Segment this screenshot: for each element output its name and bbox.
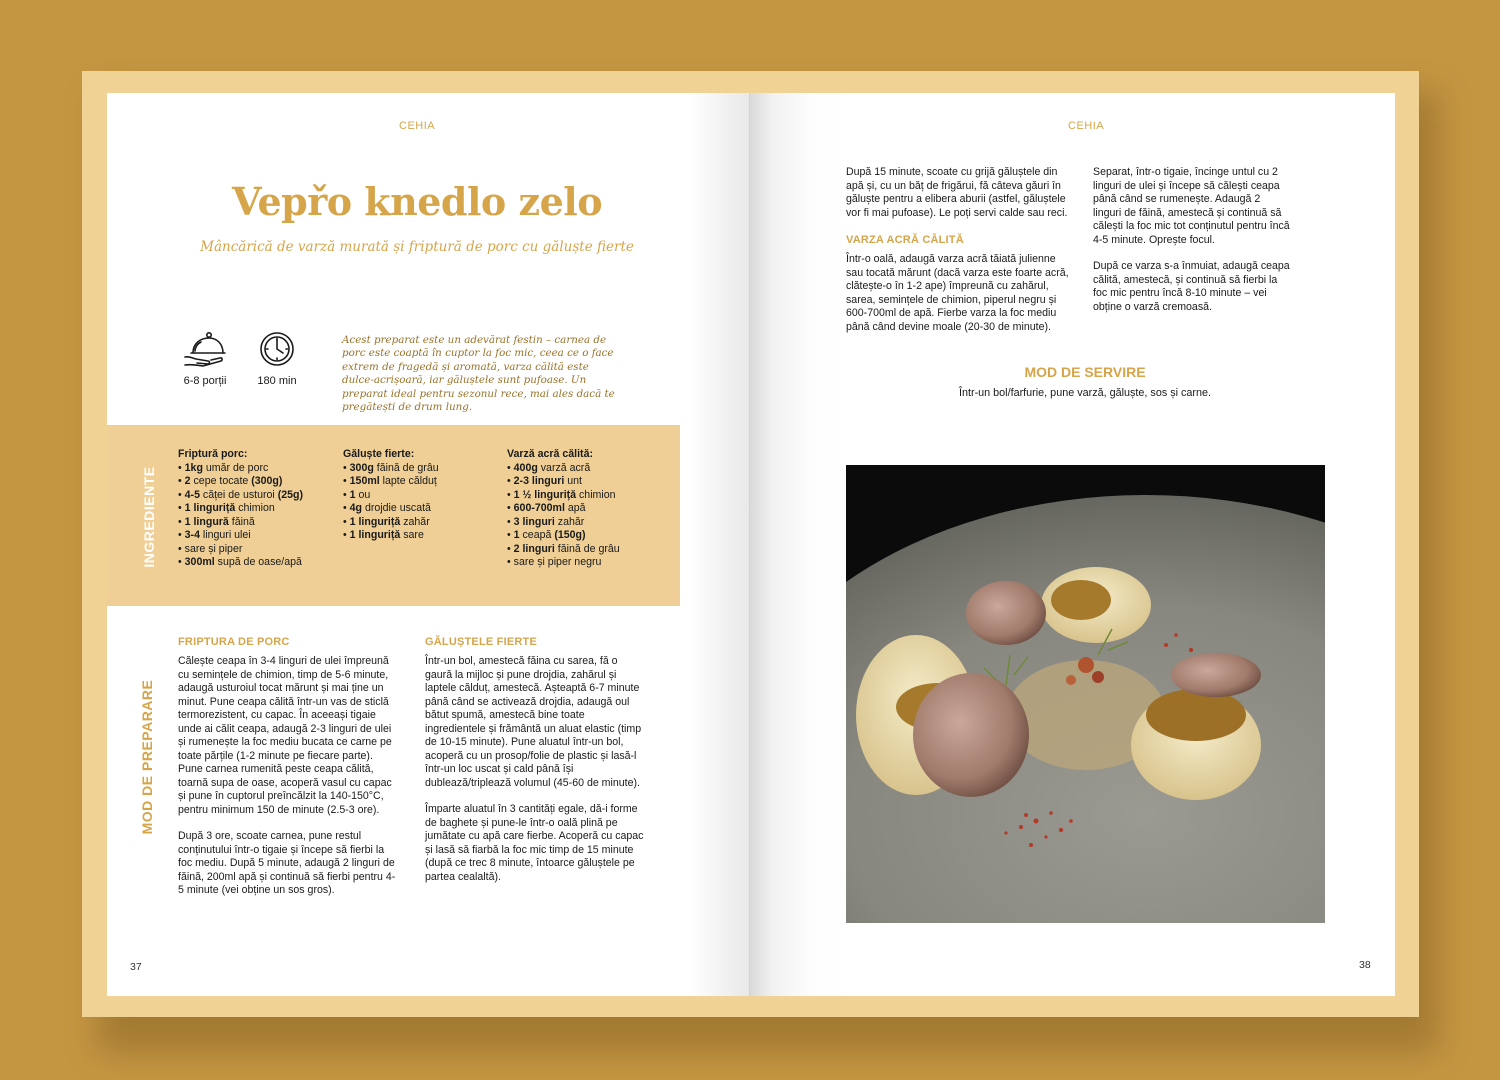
right-page xyxy=(750,93,1395,996)
ingredients-sauerkraut xyxy=(507,448,620,570)
paragraph: Călește ceapa în 3-4 linguri de ulei împreună cu semințele de chimion, timp de 5-6 minute, adaugă usturoiul tocat mărunt și mai ține un minut. Pune ceapa călită într-un vas de sticlă termorezistent, cu capac. În aceeași tigaie unde ai călit ceapa, adaugă 2-3 linguri de ulei și rumenește la foc mediu bucata ce carne pe toate părțile (1-2 minute pe fiecare parte). Pune carnea rumenită peste ceapa călită, toarnă supa de oase, acoperă vasul cu capac și pune în cuptorul preîncălzit la 140-150°C, pentru minimum 150 de minute (2.5-3 ore). xyxy=(178,655,392,816)
ingredient-item: • 1 linguriță zahăr xyxy=(343,516,439,530)
page-header-left: CEHIA xyxy=(399,120,436,132)
ingredients-pork xyxy=(178,448,303,570)
ingredient-item: • 2-3 linguri unt xyxy=(507,475,620,489)
ingredients-sauerkraut-title: Varză acră călită: xyxy=(507,448,593,460)
ingredient-item: • 2 linguri făină de grâu xyxy=(507,543,620,557)
time-info xyxy=(242,331,312,387)
sauerkraut-heading: VARZA ACRĂ CĂLITĂ xyxy=(846,234,964,246)
page-number-left: 37 xyxy=(130,961,142,973)
ingredient-item: • 150ml lapte călduț xyxy=(343,475,439,489)
clock-icon xyxy=(259,331,295,367)
prep-dumplings-text xyxy=(425,655,647,897)
time-label: 180 min xyxy=(257,375,297,387)
recipe-subtitle: Mâncărică de varză murată și friptură de porc cu găluște fierte xyxy=(200,239,634,255)
prep-pork-text xyxy=(178,655,400,911)
ingredient-item: • 1 lingură făină xyxy=(178,516,303,530)
left-page xyxy=(107,93,749,996)
servings-info xyxy=(170,331,240,387)
ingredient-item: • 1 linguriță chimion xyxy=(178,502,303,516)
page-header-right: CEHIA xyxy=(1068,120,1105,132)
ingredient-item: • 1 ½ linguriță chimion xyxy=(507,489,620,503)
ingredient-item: • 3 linguri zahăr xyxy=(507,516,620,530)
preparation-label: MOD DE PREPARARE xyxy=(139,679,155,835)
prep-pork-heading: FRIPTURA DE PORC xyxy=(178,636,290,648)
serving-text: Într-un bol/farfurie, pune varză, găluște, sos și carne. xyxy=(958,387,1212,399)
ingredient-item: • 4g drojdie uscată xyxy=(343,502,439,516)
paragraph: După 3 ore, scoate carnea, pune restul conținutului într-o tigaie și începe să fierbi la foc mediu. După 5 minute, adaugă 2 linguri de făină, 200ml apă și continuă să fierbi pentru 4-5 minute (vei obține un sos gros). xyxy=(178,830,396,896)
serving-heading: MOD DE SERVIRE xyxy=(1024,364,1146,380)
recipe-intro: Acest preparat este un adevărat festin – carnea de porc este coaptă în cuptor la foc mic, ceea ce o face extrem de fragedă și aromată, varza călită este dulce-acrișoară, iar găluștele sunt pufoase. Un preparat ideal pentru sezonul rece, mai ales dacă te pregătești de drum lung. xyxy=(342,334,615,414)
ingredients-dumplings-title: Găluște fierte: xyxy=(343,448,415,460)
ingredients-label: INGREDIENTE xyxy=(141,466,157,568)
ingredient-item: • 300g făină de grâu xyxy=(343,462,439,476)
dish-photo-illustration xyxy=(846,465,1325,923)
sauerkraut-text: Într-o oală, adaugă varza acră tăiată julienne sau tocată mărunt (dacă varza este foarte acră, clătește-o în 1-2 ape) împreună cu zahărul, sarea, semințele de chimion, piperul negru și 600-700ml de apă. Fierbe varza la foc mediu până când devine moale (20-30 de minute). xyxy=(846,253,1069,333)
ingredient-item: • 3-4 linguri ulei xyxy=(178,529,303,543)
dish-photo xyxy=(846,465,1325,923)
serving-cloche-icon xyxy=(183,331,227,367)
ingredient-item: • 2 cepe tocate (300g) xyxy=(178,475,303,489)
recipe-title: Vepřo knedlo zelo xyxy=(231,179,603,224)
ingredient-item: • 1 ou xyxy=(343,489,439,503)
ingredients-dumplings xyxy=(343,448,439,543)
servings-label: 6-8 porții xyxy=(183,375,227,387)
ingredient-item: • 4-5 căței de usturoi (25g) xyxy=(178,489,303,503)
ingredient-item: • 300ml supă de oase/apă xyxy=(178,556,303,570)
ingredient-item: • 400g varză acră xyxy=(507,462,620,476)
paragraph: Separat, într-o tigaie, încinge untul cu 2 linguri de ulei și începe să călești ceapa până când se rumenește. Adaugă 2 linguri de făină, amestecă și continuă să călești la foc mic tot conținutul pentru încă 4-5 minute. Oprește focul. xyxy=(1093,166,1290,246)
ingredient-item: • 1kg umăr de porc xyxy=(178,462,303,476)
ingredient-item: • 1 ceapă (150g) xyxy=(507,529,620,543)
page-number-right: 38 xyxy=(1359,959,1371,971)
ingredient-item: • sare și piper negru xyxy=(507,556,620,570)
prep-dumplings-heading: GĂLUȘTELE FIERTE xyxy=(425,636,537,648)
paragraph: Într-un bol, amestecă făina cu sarea, fă o gaură la mijloc și pune drojdia, zahărul și laptele călduț, amestecă. Așteaptă 6-7 minute până când se activează drojdia, adaugă oul bătut spumă, amestecă bine toate ingredientele și frământă un aluat elastic (timp de 10-15 minute). Pune aluatul într-un bol, acoperă cu un prosop/folie de plastic și lasă-l într-un loc uscat și cald până își dublează/triplează volumul (45-60 de minute). xyxy=(425,655,642,789)
ingredient-item: • 600-700ml apă xyxy=(507,502,620,516)
ingredient-item: • sare și piper xyxy=(178,543,303,557)
right-col2 xyxy=(1093,166,1291,327)
paragraph: Împarte aluatul în 3 cantități egale, dă-i forme de baghete și pune-le într-o oală plină pe jumătate cu apă care fierbe. Acoperă cu capac și lasă să fiarbă la foc mic timp de 15 minute (după ce trec 8 minute, întoarce găluștele pe partea cealaltă). xyxy=(425,803,644,883)
ingredient-item: • 1 linguriță sare xyxy=(343,529,439,543)
right-col1-intro: După 15 minute, scoate cu grijă găluștele din apă și, cu un băț de frigărui, fă câteva găuri în găluște pentru a elibera aburii (astfel, găluștele vor fi mai pufoase). Le poți servi calde sau reci. xyxy=(846,166,1068,219)
ingredients-pork-title: Friptură porc: xyxy=(178,448,248,460)
paragraph: După ce varza s-a înmuiat, adaugă ceapa călită, amestecă, și continuă să fierbi la foc mic pentru încă 8-10 minute – vei obține o varză cremoasă. xyxy=(1093,260,1290,313)
